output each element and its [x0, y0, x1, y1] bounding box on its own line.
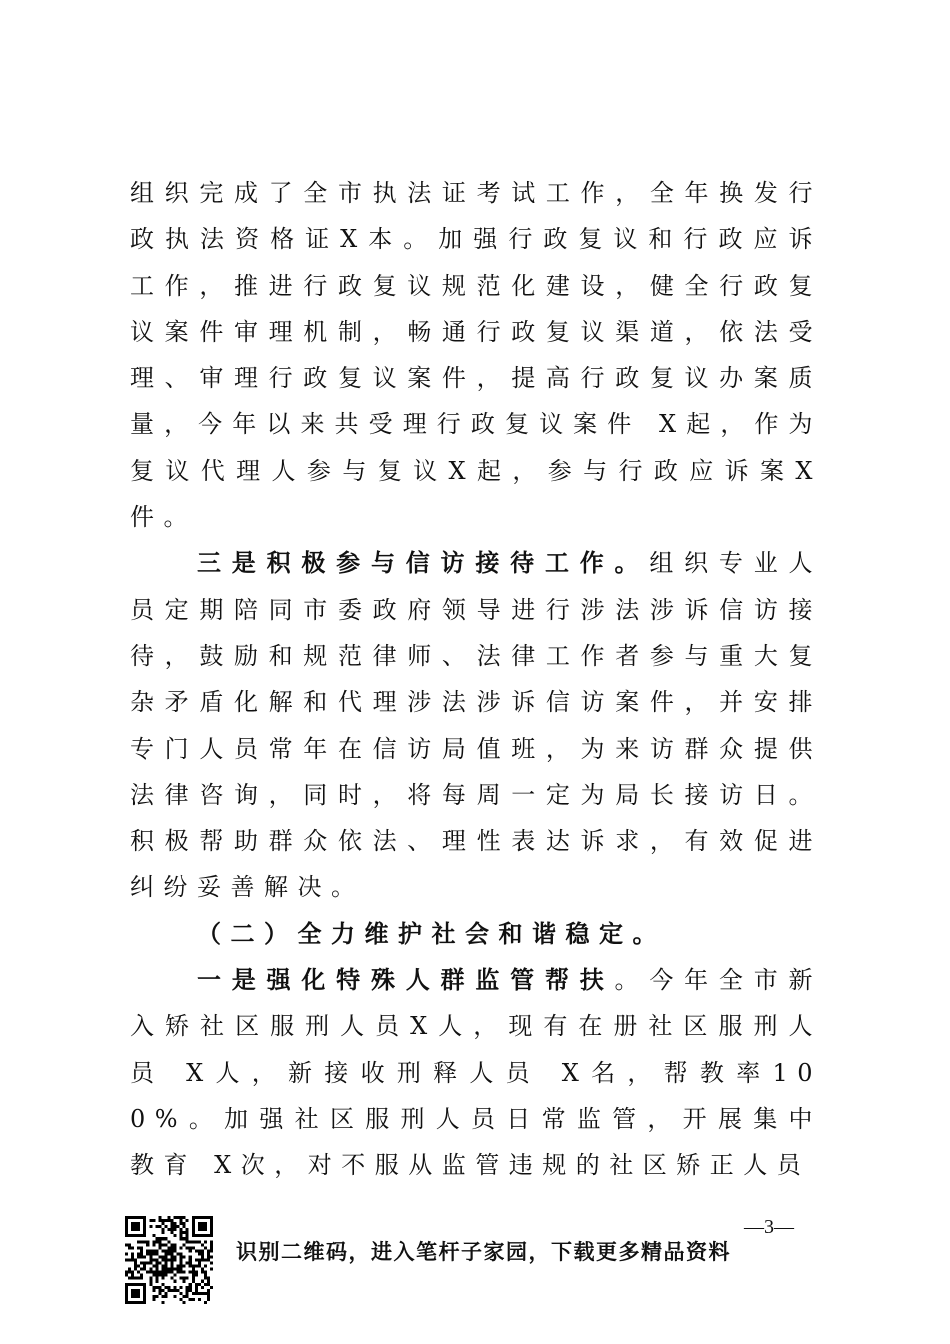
document-body	[130, 170, 822, 1189]
page-number: —3—	[744, 1216, 794, 1238]
qr-code-icon[interactable]	[125, 1216, 213, 1304]
paragraph-special-groups	[130, 957, 822, 1188]
section-heading-social-stability: （二）全力维护社会和谐稳定。	[197, 918, 666, 948]
footer-promo-text: 识别二维码，进入笔杆子家园，下载更多精品资料	[236, 1239, 731, 1264]
paragraph-text-special-groups: 。今年全市新入矫社区服刑人员X人，现有在册社区服刑人员 X人，新接收刑释人员 X名，帮教率100%。加强社区服刑人员日常监管，开展集中教育 X次，对不服从监管违规的社区矫正人员	[130, 966, 823, 1180]
qr-code-graphic	[125, 1216, 213, 1304]
paragraph-petition-reception	[130, 540, 822, 910]
paragraph-text-petition: 组织专业人员定期陪同市委政府领导进行涉法涉诉信访接待，鼓励和规范律师、法律工作者参与重大复杂矛盾化解和代理涉法涉诉信访案件，并安排专门人员常年在信访局值班，为来访群众提供法律咨询，同时，将每周一定为局长接访日。积极帮助群众依法、理性表达诉求，有效促进纠纷妥善解决。	[130, 549, 823, 902]
paragraph-execution-certificates: 组织完成了全市执法证考试工作，全年换发行政执法资格证X本。加强行政复议和行政应诉工作，推进行政复议规范化建设，健全行政复议案件审理机制，畅通行政复议渠道，依法受理、审理行政复议案件，提高行政复议办案质量，今年以来共受理行政复议案件 X起，作为复议代理人参与复议X起，参与行政应诉案X件。	[130, 179, 822, 532]
paragraph-lead-special-groups: 一是强化特殊人群监管帮扶	[197, 965, 615, 995]
paragraph-lead-petition: 三是积极参与信访接待工作。	[197, 548, 650, 578]
